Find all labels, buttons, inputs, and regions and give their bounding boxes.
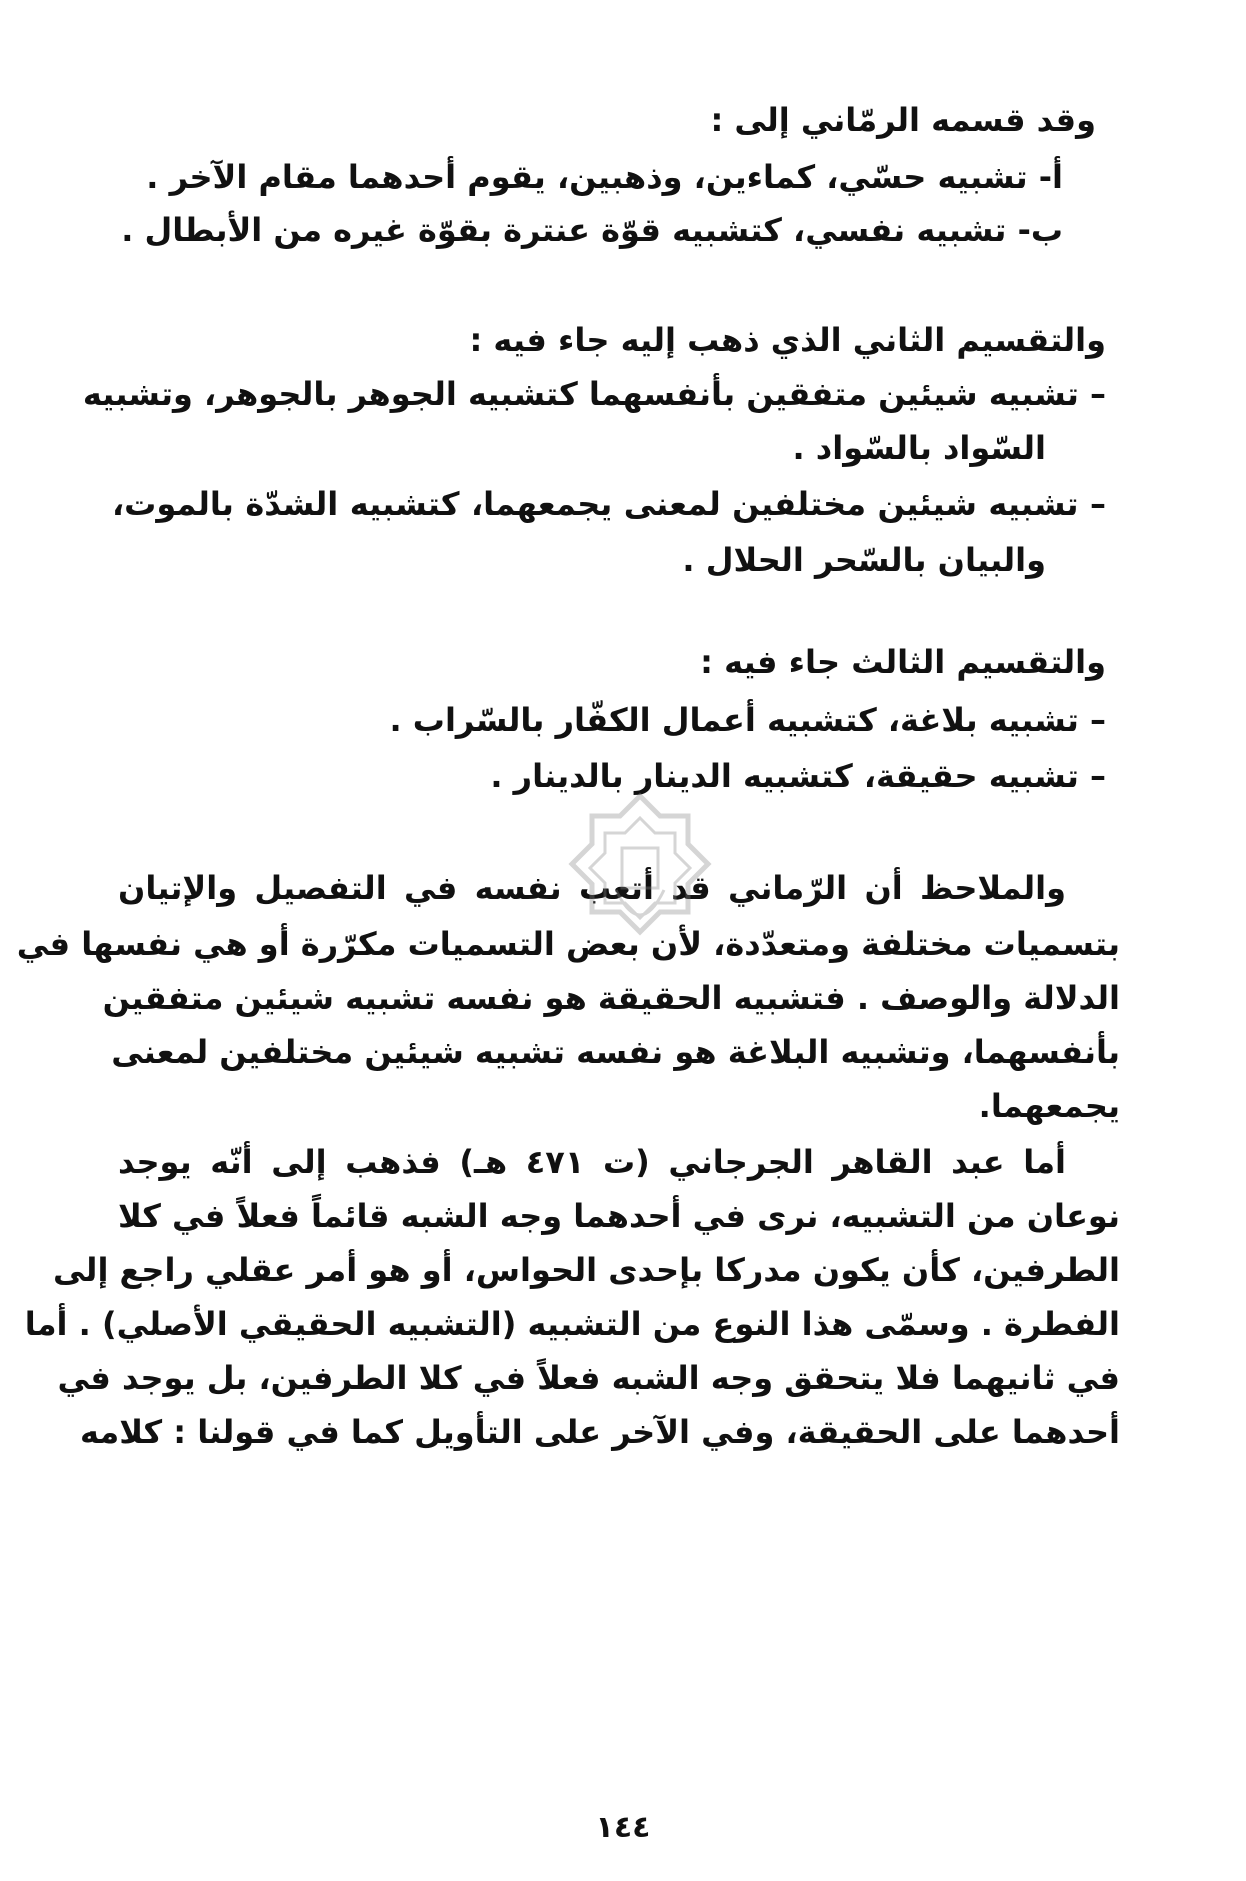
- text-line: والملاحظ أن الرّماني قد أتعب نفسه في التفصيل والإتيان: [118, 869, 1066, 907]
- text-line: في ثانيهما فلا يتحقق وجه الشبه فعلاً في كلا الطرفين، بل يوجد في: [57, 1359, 1120, 1397]
- text-line: نوعان من التشبيه، نرى في أحدهما وجه الشبه قائماً فعلاً في كلا: [118, 1197, 1120, 1235]
- text-line: بتسميات مختلفة ومتعدّدة، لأن بعض التسميات مكرّرة أو هي نفسها في: [16, 925, 1120, 963]
- text-line: أما عبد القاهر الجرجاني (ت ٤٧١ هـ) فذهب إلى أنّه يوجد: [118, 1143, 1066, 1181]
- text-line: أ- تشبيه حسّي، كماءين، وذهبين، يقوم أحدهما مقام الآخر .: [146, 158, 1063, 196]
- text-line: – تشبيه بلاغة، كتشبيه أعمال الكفّار بالسّراب .: [389, 701, 1106, 739]
- text-line: الطرفين، كأن يكون مدركا بإحدى الحواس، أو هو أمر عقلي راجع إلى: [53, 1251, 1120, 1289]
- text-line: أحدهما على الحقيقة، وفي الآخر على التأويل كما في قولنا : كلامه: [80, 1413, 1120, 1451]
- text-line: ب- تشبيه نفسي، كتشبيه قوّة عنترة بقوّة غيره من الأبطال .: [121, 211, 1063, 249]
- text-line: والتقسيم الثاني الذي ذهب إليه جاء فيه :: [469, 321, 1106, 359]
- text-line: – تشبيه شيئين مختلفين لمعنى يجمعهما، كتشبيه الشدّة بالموت،: [112, 485, 1106, 523]
- library-seal-watermark: [560, 790, 720, 960]
- text-line: والبيان بالسّحر الحلال .: [682, 541, 1046, 579]
- text-line: وقد قسمه الرمّاني إلى :: [710, 101, 1096, 139]
- text-line: – تشبيه حقيقة، كتشبيه الدينار بالدينار .: [490, 757, 1106, 795]
- text-line: بأنفسهما، وتشبيه البلاغة هو نفسه تشبيه شيئين مختلفين لمعنى: [111, 1033, 1120, 1071]
- text-line: – تشبيه شيئين متفقين بأنفسهما كتشبيه الجوهر بالجوهر، وتشبيه: [82, 375, 1106, 413]
- text-line: والتقسيم الثالث جاء فيه :: [700, 643, 1106, 681]
- text-line: السّواد بالسّواد .: [792, 429, 1046, 467]
- text-line: يجمعهما.: [978, 1087, 1120, 1125]
- text-line: الدلالة والوصف . فتشبيه الحقيقة هو نفسه تشبيه شيئين متفقين: [102, 979, 1120, 1017]
- text-line: الفطرة . وسمّى هذا النوع من التشبيه (التشبيه الحقيقي الأصلي) . أما: [24, 1305, 1120, 1343]
- page-number: ١٤٤: [595, 1810, 651, 1845]
